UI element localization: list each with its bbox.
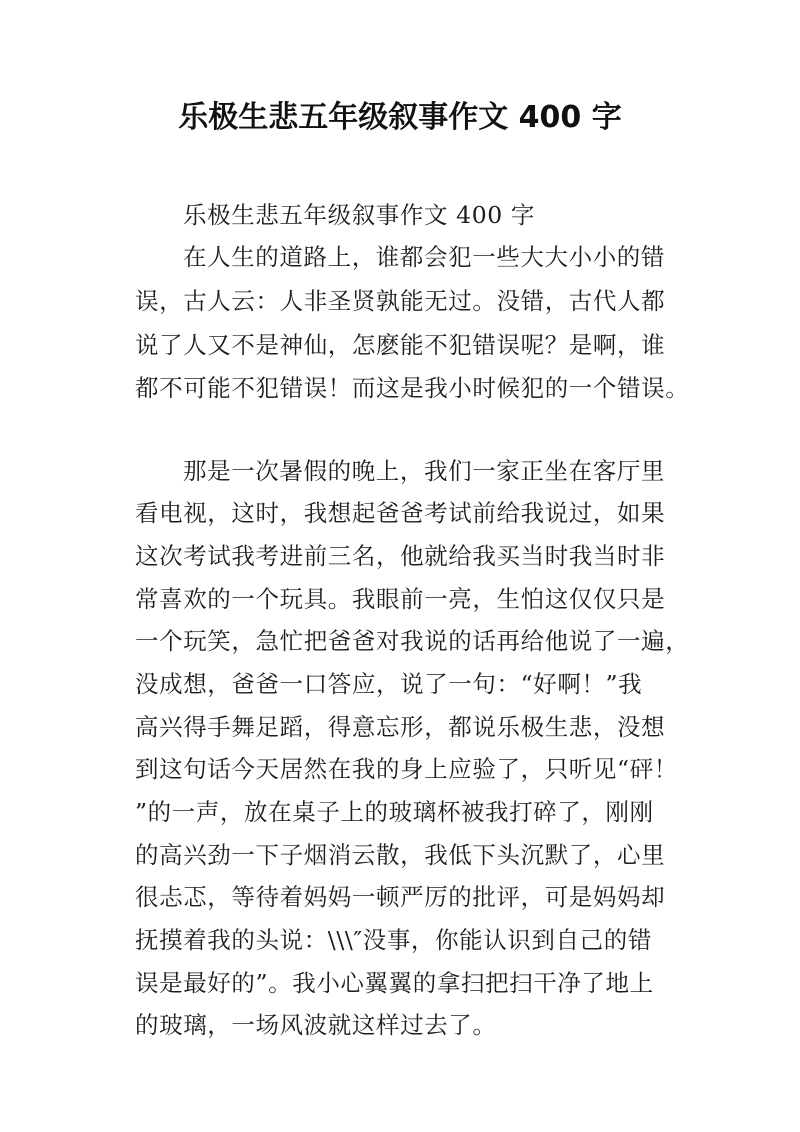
paragraph-line: 误，古人云：人非圣贤孰能无过。没错，古代人都 — [135, 287, 666, 315]
paragraph-line: ”的一声，放在桌子上的玻璃杯被我打碎了，刚刚 — [135, 798, 654, 826]
paragraph-line: 很忐忑，等待着妈妈一顿严厉的批评，可是妈妈却 — [135, 883, 666, 911]
paragraph-line: 一个玩笑，急忙把爸爸对我说的话再给他说了一遍， — [135, 627, 690, 655]
paragraph-line: 没成想，爸爸一口答应，说了一句：“好啊！”我 — [135, 670, 643, 698]
paragraph-line: 看电视，这时，我想起爸爸考试前给我说过，如果 — [135, 499, 666, 527]
paragraph-line: 的玻璃，一场风波就这样过去了。 — [135, 1011, 497, 1039]
paragraph-line: 说了人又不是神仙，怎麽能不犯错误呢？是啊，谁 — [135, 331, 666, 359]
paragraph-line: 常喜欢的一个玩具。我眼前一亮，生怕这仅仅只是 — [135, 585, 666, 613]
paragraph-line: 那是一次暑假的晚上，我们一家正坐在客厅里 — [183, 457, 665, 485]
document-title: 乐极生悲五年级叙事作文 400 字 — [178, 100, 622, 135]
paragraph-line: 这次考试我考进前三名，他就给我买当时我当时非 — [135, 542, 666, 570]
paragraph-line: 高兴得手舞足蹈，得意忘形，都说乐极生悲，没想 — [135, 713, 666, 741]
document-subtitle: 乐极生悲五年级叙事作文 400 字 — [183, 201, 535, 229]
paragraph-line: 抚摸着我的头说：\\\″没事，你能认识到自己的错 — [135, 926, 652, 954]
paragraph-line: 误是最好的”。我小心翼翼的拿扫把扫干净了地上 — [135, 969, 654, 997]
paragraph-line: 都不可能不犯错误！而这是我小时候犯的一个错误。 — [135, 374, 690, 402]
paragraph-line: 在人生的道路上，谁都会犯一些大大小小的错 — [183, 243, 665, 271]
paragraph-line: 的高兴劲一下子烟消云散，我低下头沉默了，心里 — [135, 841, 666, 869]
paragraph-line: 到这句话今天居然在我的身上应验了，只听见“砰！ — [135, 755, 678, 783]
